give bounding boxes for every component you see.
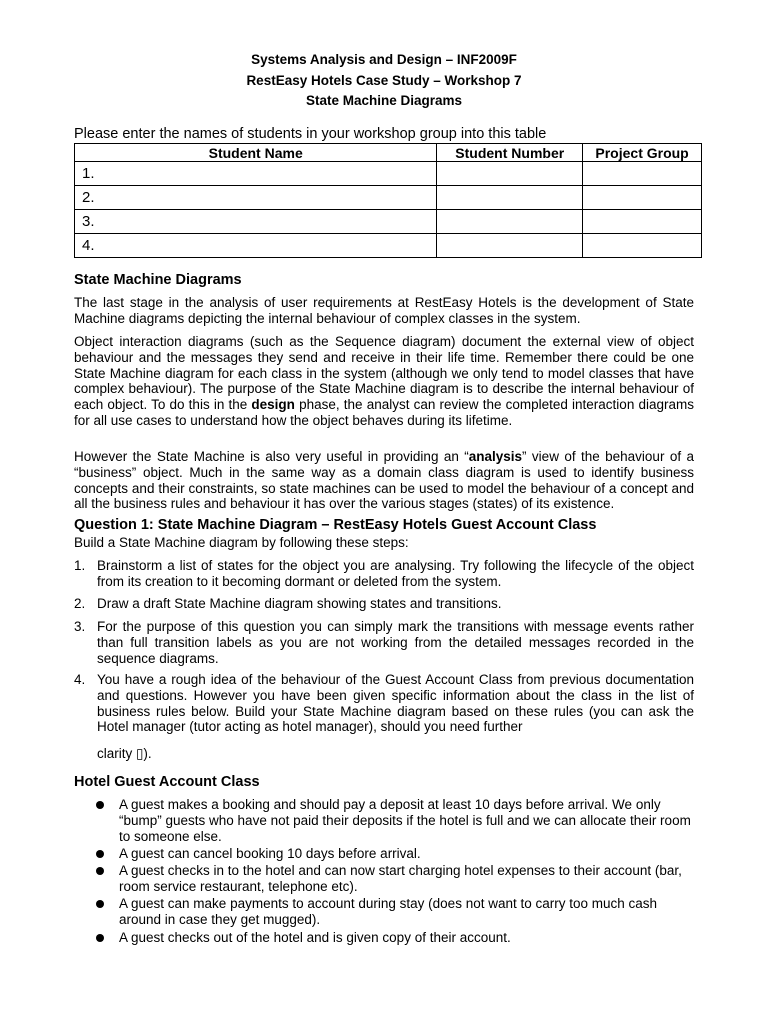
- paragraph: The last stage in the analysis of user requirements at RestEasy Hotels is the development of State Machine diagrams depicting the internal behaviour of complex classes in the system.: [74, 295, 694, 326]
- bullet-icon: [96, 850, 104, 858]
- step-number: 4.: [74, 672, 86, 687]
- student-name-cell[interactable]: 1.: [75, 162, 437, 186]
- bullet-icon: [96, 867, 104, 875]
- table-row: [75, 210, 702, 234]
- student-number-header: Student Number: [437, 144, 583, 162]
- table-row: [75, 162, 702, 186]
- student-number-cell[interactable]: [437, 186, 583, 210]
- emphasis-text: analysis: [468, 449, 523, 464]
- paragraph-text: Object interaction diagrams (such as the Sequence diagram) document the external view of object behaviour and the messages they send and receive in their life time. Remember there could be one State Machine diagram for each class in the system (although we only tend to model classes that have complex behaviour). The purpose of the State Machine diagram is to describe the internal behaviour of each object. To do this in the: [74, 334, 694, 413]
- section-heading: Hotel Guest Account Class: [74, 774, 260, 790]
- project-group-cell[interactable]: [583, 234, 702, 258]
- bullet-icon: [96, 934, 104, 942]
- project-group-cell[interactable]: [583, 186, 702, 210]
- table-row: [75, 234, 702, 258]
- emphasis-text: design: [251, 397, 295, 413]
- student-table: [74, 143, 702, 258]
- bullet-text: A guest checks in to the hotel and can now start charging hotel expenses to their account (bar, room service restaurant, telephone etc).: [119, 863, 682, 894]
- case-study-title: RestEasy Hotels Case Study – Workshop 7: [246, 72, 522, 88]
- step-number: 3.: [74, 619, 86, 634]
- document-header: [0, 50, 768, 112]
- student-name-header: Student Name: [75, 144, 437, 162]
- student-name-cell[interactable]: 4.: [75, 234, 437, 258]
- step-text: Draw a draft State Machine diagram showing states and transitions.: [97, 596, 502, 611]
- bullet-text: A guest can cancel booking 10 days before arrival.: [119, 846, 421, 861]
- student-number-cell[interactable]: [437, 162, 583, 186]
- bullet-text: A guest makes a booking and should pay a deposit at least 10 days before arrival. We only “bump” guests who have not paid their deposits if the hotel is full and we can allocate their room to someone else.: [119, 797, 691, 844]
- project-group-cell[interactable]: [583, 210, 702, 234]
- question-lead: Build a State Machine diagram by following these steps:: [74, 535, 409, 550]
- question-heading: Question 1: State Machine Diagram – RestEasy Hotels Guest Account Class: [74, 517, 597, 533]
- project-group-cell[interactable]: [583, 162, 702, 186]
- project-group-header: Project Group: [583, 144, 702, 162]
- bullet-text: A guest checks out of the hotel and is given copy of their account.: [119, 930, 511, 945]
- step-number: 1.: [74, 558, 86, 573]
- step-text: For the purpose of this question you can simply mark the transitions with message events rather than full transition labels as you are not working from the detailed messages recorded in the sequence diagrams.: [97, 619, 694, 666]
- course-title: Systems Analysis and Design – INF2009F: [251, 52, 517, 67]
- section-heading: State Machine Diagrams: [74, 272, 242, 288]
- paragraph-text: phase, the analyst can review the completed interaction diagrams for all use cases to understand how the object behaves during its lifetime.: [74, 397, 695, 428]
- student-number-cell[interactable]: [437, 210, 583, 234]
- step-number: 2.: [74, 596, 86, 611]
- table-row: [75, 186, 702, 210]
- step-text: You have a rough idea of the behaviour of the Guest Account Class from previous documentation and questions. However you have been given specific information about the class in the list of business rules below. Build your State Machine diagram based on these rules (you can ask the Hotel manager (tutor acting as hotel manager), should you need further: [97, 672, 694, 735]
- table-header-row: [75, 144, 702, 162]
- paragraph-text: ” view of the behaviour of a “business” object. Much in the same way as a domain class diagram is used to identify business concepts and their constraints, so state machines can be used to model the behaviour of a concept and all the business rules and behaviour it has over the various stages (states) of its existence.: [74, 449, 694, 512]
- paragraph-text: However the State Machine is also very useful in providing an “: [74, 449, 469, 464]
- student-number-cell[interactable]: [437, 234, 583, 258]
- bullet-icon: [96, 801, 104, 809]
- paragraph: [74, 334, 694, 429]
- bullet-icon: [96, 900, 104, 908]
- step-text: clarity ▯).: [97, 746, 152, 761]
- step-text: Brainstorm a list of states for the object you are analysing. Try following the lifecycle of the object from its creation to it becoming dormant or deleted from the system.: [97, 558, 694, 589]
- document-title: State Machine Diagrams: [305, 93, 463, 108]
- student-name-cell[interactable]: 2.: [75, 186, 437, 210]
- student-name-cell[interactable]: 3.: [75, 210, 437, 234]
- table-instruction: Please enter the names of students in your workshop group into this table: [74, 126, 547, 142]
- paragraph: [74, 449, 694, 512]
- bullet-text: A guest can make payments to account during stay (does not want to carry too much cash around in case they get mugged).: [119, 896, 658, 927]
